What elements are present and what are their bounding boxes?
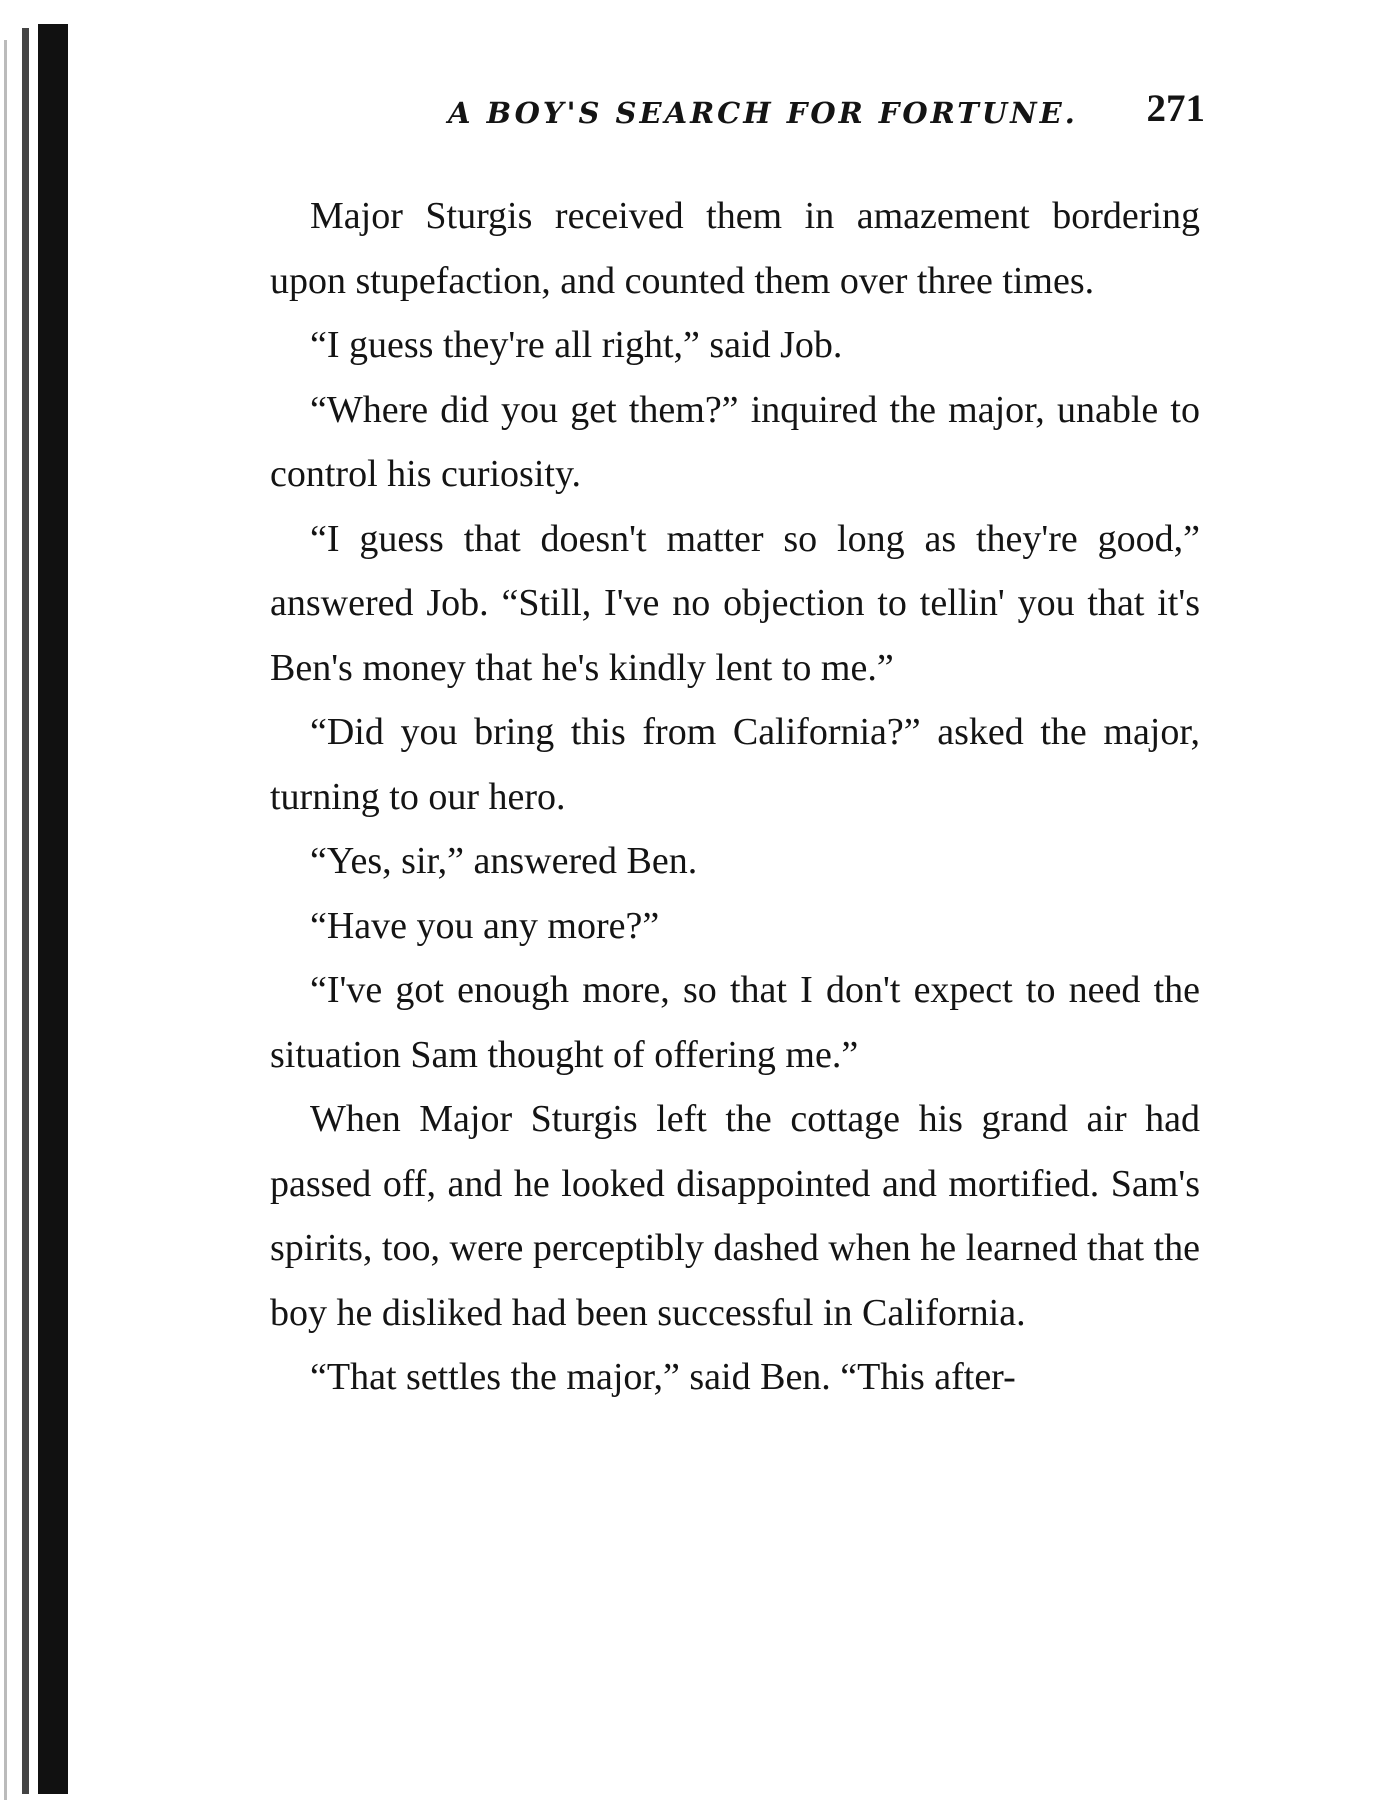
running-title: A BOY'S SEARCH FOR FORTUNE. <box>448 96 1078 130</box>
paragraph: “I guess they're all right,” said Job. <box>310 324 843 366</box>
binding-shadow-thin <box>22 28 29 1794</box>
paragraph: “Where did you get them?” inquired the major, unable to control his curiosity. <box>270 388 1200 495</box>
body-text <box>270 184 1200 1410</box>
paragraph: Major Sturgis received them in amazement bordering upon stupefaction, and counted them over three times. <box>270 195 1200 302</box>
paragraph: “I guess that doesn't matter so long as they're good,” answered Job. “Still, I've no objection to tellin' you that it's Ben's money that he's kindly lent to me.” <box>270 517 1200 689</box>
paragraph: “Did you bring this from California?” asked the major, turning to our hero. <box>270 711 1200 818</box>
paragraph: “Have you any more?” <box>310 904 660 947</box>
book-binding-edge <box>38 24 68 1794</box>
running-head <box>270 80 1205 152</box>
paragraph: “That settles the major,” said Ben. “This after- <box>310 1356 1016 1398</box>
paragraph: When Major Sturgis left the cottage his grand air had passed off, and he looked disappointed and mortified. Sam's spirits, too, were perceptibly dashed when he learned that the boy he disliked had been successful in California. <box>270 1098 1200 1334</box>
page-number: 271 <box>1146 87 1205 130</box>
paragraph: “Yes, sir,” answered Ben. <box>310 840 698 882</box>
book-page <box>270 80 1205 1410</box>
binding-shadow-faint <box>4 40 7 1800</box>
paragraph: “I've got enough more, so that I don't expect to need the situation Sam thought of offering me.” <box>270 969 1200 1076</box>
